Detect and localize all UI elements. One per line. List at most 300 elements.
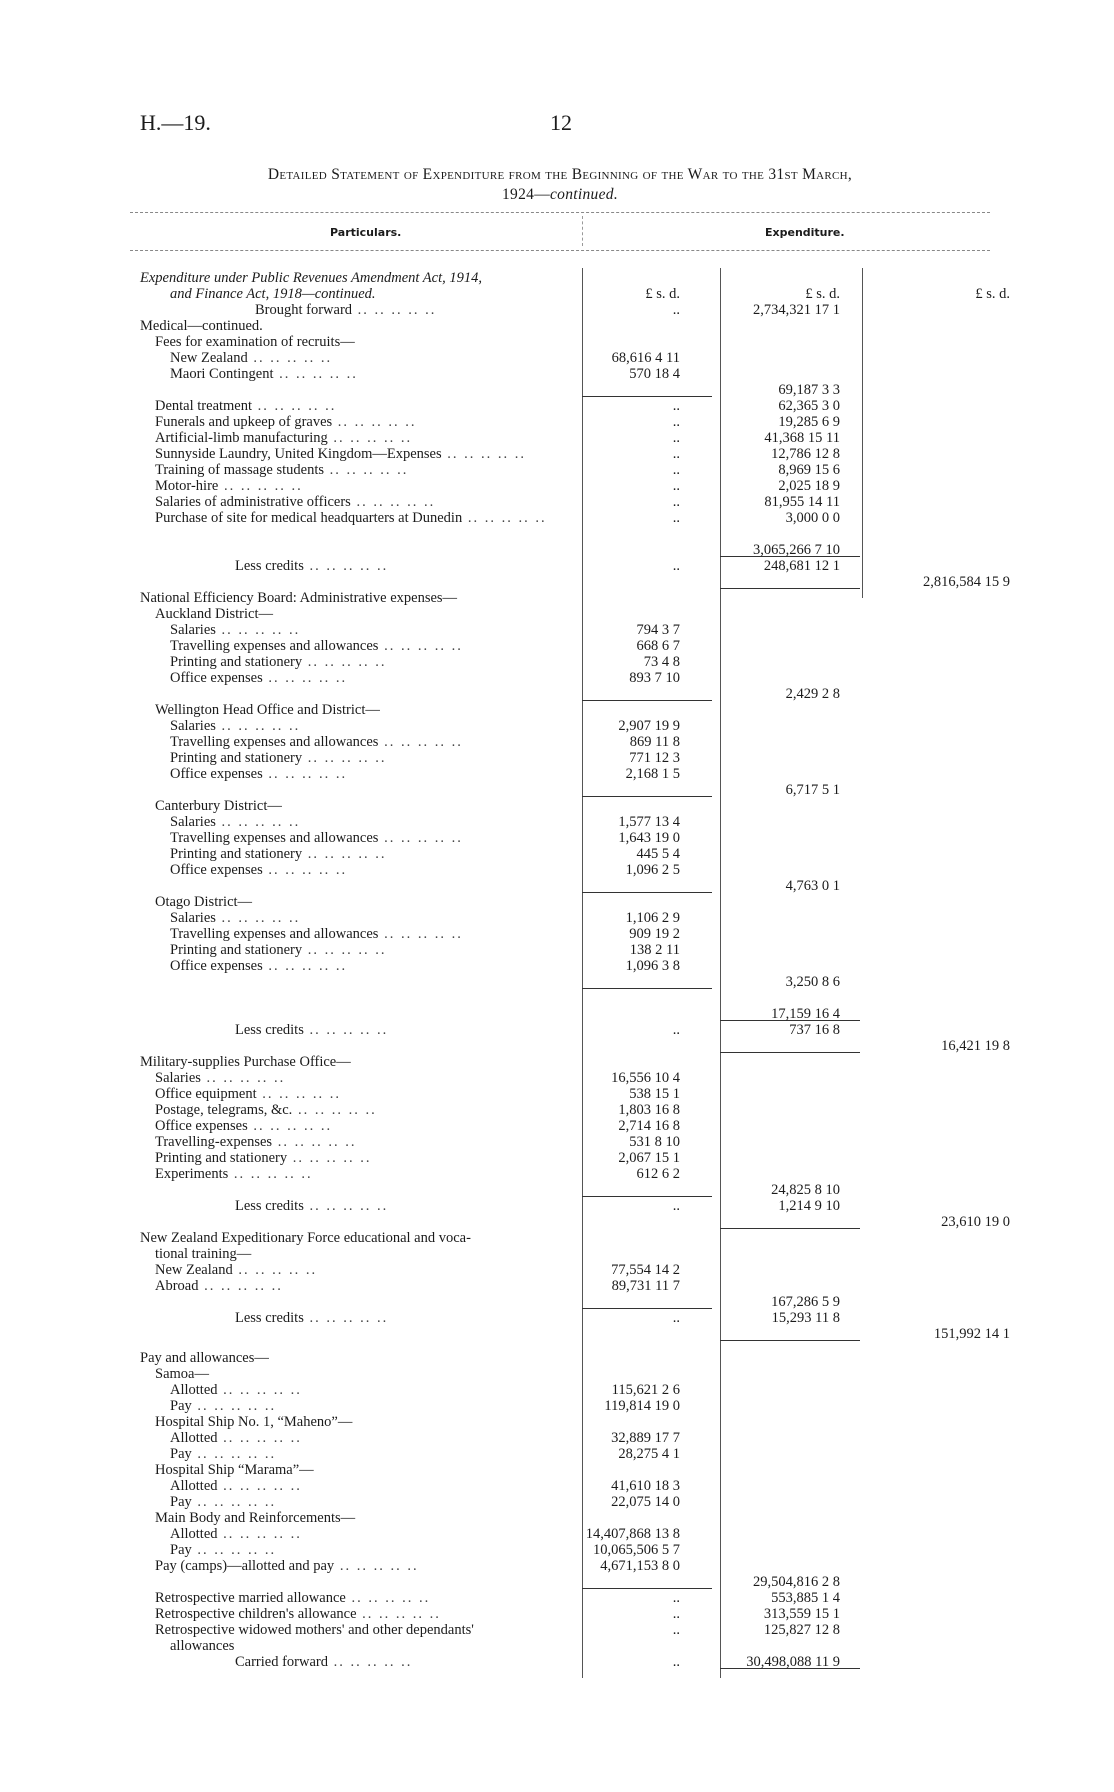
amount-c2: 125,827 12 8 bbox=[763, 1622, 840, 1638]
row-particular-text: Samoa— bbox=[155, 1366, 209, 1382]
amount-c1: 22,075 14 0 bbox=[611, 1494, 680, 1510]
row-particular-text: Allotted bbox=[170, 1430, 218, 1446]
row-particular-text: Salaries bbox=[170, 622, 216, 638]
leader-dots: .. .. .. .. .. bbox=[378, 926, 463, 942]
row-particular-text: Salaries of administrative officers bbox=[155, 494, 351, 510]
amount-c1: .. bbox=[672, 1310, 680, 1326]
amount-c1: 893 7 10 bbox=[629, 670, 680, 686]
row-particular bbox=[170, 1382, 580, 1398]
leader-dots: .. .. .. .. .. bbox=[303, 1022, 389, 1038]
row-particular bbox=[155, 510, 580, 526]
amount-c1: .. bbox=[672, 1590, 680, 1606]
row-particular-text: Brought forward bbox=[255, 302, 353, 318]
row-particular bbox=[155, 1086, 580, 1102]
leader-dots: .. .. .. .. .. bbox=[215, 718, 301, 734]
leader-dots: .. .. .. .. .. bbox=[191, 1446, 277, 1462]
amount-c3: 151,992 14 1 bbox=[933, 1326, 1010, 1342]
leader-dots: .. .. .. .. .. bbox=[262, 958, 348, 974]
amount-c1: 1,106 2 9 bbox=[625, 910, 680, 926]
leader-dots: .. .. .. .. .. bbox=[302, 942, 387, 958]
amount-c2: 248,681 12 1 bbox=[763, 558, 840, 574]
subtotal-rule bbox=[582, 988, 712, 989]
row-particular-text: Experiments bbox=[155, 1166, 229, 1182]
subtotal-rule bbox=[582, 1196, 712, 1197]
leader-dots: .. .. .. .. .. bbox=[215, 622, 301, 638]
row-particular-text: Otago District— bbox=[155, 894, 253, 910]
leader-dots: .. .. .. .. .. bbox=[352, 302, 437, 318]
row-particular-text: Sunnyside Laundry, United Kingdom—Expenses bbox=[155, 446, 442, 462]
amount-c1: 668 6 7 bbox=[636, 638, 680, 654]
row-particular bbox=[155, 894, 252, 910]
row-particular-text: Allotted bbox=[170, 1526, 218, 1542]
amount-c1: 2,907 19 9 bbox=[618, 718, 680, 734]
row-particular bbox=[155, 398, 580, 414]
row-particular-text: Medical—continued. bbox=[140, 318, 263, 334]
amount-c1: 4,671,153 8 0 bbox=[600, 1558, 680, 1574]
leader-dots: .. .. .. .. .. bbox=[217, 1430, 302, 1446]
row-particular bbox=[170, 862, 580, 878]
row-particular bbox=[155, 494, 580, 510]
amount-c1: 28,275 4 1 bbox=[618, 1446, 680, 1462]
row-particular-text: Canterbury District— bbox=[155, 798, 282, 814]
amount-c2: 41,368 15 11 bbox=[764, 430, 840, 446]
row-particular-text: Wellington Head Office and District— bbox=[155, 702, 380, 718]
leader-dots: .. .. .. .. .. bbox=[262, 862, 348, 878]
row-particular bbox=[170, 814, 580, 830]
row-particular-text: Pay and allowances— bbox=[140, 1350, 269, 1366]
amount-c2: 62,365 3 0 bbox=[778, 398, 840, 414]
leader-dots: .. .. .. .. .. bbox=[228, 1166, 313, 1182]
row-particular bbox=[170, 286, 376, 302]
row-particular bbox=[170, 622, 580, 638]
amount-c1: 1,096 2 5 bbox=[625, 862, 680, 878]
row-particular bbox=[170, 846, 580, 862]
amount-c1: 115,621 2 6 bbox=[611, 1382, 680, 1398]
row-particular-text: Training of massage students bbox=[155, 462, 325, 478]
row-particular-text: New Zealand bbox=[170, 350, 248, 366]
row-particular bbox=[170, 910, 580, 926]
row-particular-text: Less credits bbox=[235, 1310, 304, 1326]
amount-c2: 3,065,266 7 10 bbox=[753, 542, 840, 558]
amount-c2: 19,285 6 9 bbox=[778, 414, 840, 430]
title-continued: continued. bbox=[550, 186, 618, 203]
amount-c1: 1,643 19 0 bbox=[618, 830, 680, 846]
amount-c1: .. bbox=[672, 398, 680, 414]
leader-dots: .. .. .. .. .. bbox=[252, 398, 337, 414]
subtotal-rule bbox=[720, 588, 860, 589]
row-particular-text: Office expenses bbox=[155, 1118, 248, 1134]
leader-dots: .. .. .. .. .. bbox=[332, 414, 417, 430]
amount-c1: 570 18 4 bbox=[629, 366, 680, 382]
row-particular bbox=[235, 1022, 580, 1038]
leader-dots: .. .. .. .. .. bbox=[247, 350, 333, 366]
row-particular-text: Postage, telegrams, &c. bbox=[155, 1102, 293, 1118]
amount-c1: .. bbox=[672, 302, 680, 318]
amount-c1: 1,803 16 8 bbox=[618, 1102, 680, 1118]
amount-c1: 16,556 10 4 bbox=[611, 1070, 680, 1086]
row-particular-text: Maori Contingent bbox=[170, 366, 274, 382]
column-header-expenditure: Expenditure. bbox=[765, 226, 845, 239]
row-particular-text: Travelling expenses and allowances bbox=[170, 638, 379, 654]
amount-c1: 1,577 13 4 bbox=[618, 814, 680, 830]
amount-c2: 81,955 14 11 bbox=[764, 494, 840, 510]
row-particular-text: Salaries bbox=[170, 718, 216, 734]
row-particular-text: Funerals and upkeep of graves bbox=[155, 414, 333, 430]
row-particular bbox=[170, 830, 580, 846]
row-particular-text: Office expenses bbox=[170, 958, 263, 974]
amount-c1: 73 4 8 bbox=[643, 654, 680, 670]
leader-dots: .. .. .. .. .. bbox=[215, 910, 301, 926]
row-particular-text: Retrospective children's allowance bbox=[155, 1606, 357, 1622]
row-particular-text: New Zealand Expeditionary Force educational and voca- bbox=[140, 1230, 471, 1246]
leader-dots: .. .. .. .. .. bbox=[262, 766, 348, 782]
row-particular-text: Travelling expenses and allowances bbox=[170, 734, 379, 750]
leader-dots: .. .. .. .. .. bbox=[302, 846, 387, 862]
row-particular bbox=[155, 1510, 355, 1526]
row-particular bbox=[155, 1558, 580, 1574]
row-particular bbox=[155, 1622, 474, 1638]
row-particular-text: Hospital Ship “Marama”— bbox=[155, 1462, 314, 1478]
leader-dots: .. .. .. .. .. bbox=[217, 1478, 302, 1494]
row-particular bbox=[235, 1654, 580, 1670]
row-particular bbox=[155, 462, 580, 478]
title-year: 1924— bbox=[502, 186, 550, 203]
row-particular-text: Printing and stationery bbox=[170, 942, 303, 958]
row-particular-text: New Zealand bbox=[155, 1262, 233, 1278]
row-particular bbox=[155, 798, 282, 814]
amount-c1: 138 2 11 bbox=[629, 942, 680, 958]
amount-c1: 32,889 17 7 bbox=[611, 1430, 680, 1446]
amount-c1: .. bbox=[672, 478, 680, 494]
row-particular-text: Less credits bbox=[235, 1198, 304, 1214]
amount-c2: 2,734,321 17 1 bbox=[753, 302, 840, 318]
amount-c1: 794 3 7 bbox=[636, 622, 680, 638]
row-particular-text: Salaries bbox=[170, 814, 216, 830]
row-particular bbox=[155, 1414, 352, 1430]
row-particular bbox=[155, 1070, 580, 1086]
row-particular bbox=[170, 1494, 580, 1510]
leader-dots: .. .. .. .. .. bbox=[232, 1262, 318, 1278]
amount-c2: 2,025 18 9 bbox=[778, 478, 840, 494]
amount-c1: 14,407,868 13 8 bbox=[585, 1526, 680, 1542]
row-particular-text: Pay bbox=[170, 1446, 192, 1462]
row-particular bbox=[140, 1230, 471, 1246]
amount-c2: 30,498,088 11 9 bbox=[746, 1654, 840, 1670]
row-particular bbox=[155, 1118, 580, 1134]
leader-dots: .. .. .. .. .. bbox=[198, 1278, 283, 1294]
row-particular-text: Printing and stationery bbox=[155, 1150, 288, 1166]
row-particular bbox=[155, 1262, 580, 1278]
column-header-particulars: Particulars. bbox=[330, 226, 402, 239]
amount-c1: .. bbox=[672, 510, 680, 526]
amount-c2: 8,969 15 6 bbox=[778, 462, 840, 478]
row-particular-text: Dental treatment bbox=[155, 398, 253, 414]
row-particular bbox=[155, 478, 580, 494]
row-particular-text: Less credits bbox=[235, 558, 304, 574]
row-particular bbox=[170, 958, 580, 974]
row-particular-text: Printing and stationery bbox=[170, 846, 303, 862]
row-particular bbox=[170, 1542, 580, 1558]
amount-c2: 4,763 0 1 bbox=[785, 878, 840, 894]
row-particular bbox=[155, 1102, 580, 1118]
row-particular bbox=[170, 1526, 580, 1542]
amount-c1: .. bbox=[672, 430, 680, 446]
row-particular bbox=[140, 318, 263, 334]
leader-dots: .. .. .. .. .. bbox=[350, 494, 436, 510]
leader-dots: .. .. .. .. .. bbox=[272, 1134, 357, 1150]
row-particular bbox=[235, 558, 580, 574]
row-particular bbox=[140, 590, 457, 606]
amount-c3: 23,610 19 0 bbox=[941, 1214, 1010, 1230]
amount-c1: 771 12 3 bbox=[629, 750, 680, 766]
expenditure-ledger bbox=[140, 0, 1040, 1792]
row-particular bbox=[155, 334, 355, 350]
currency-heading-col2: £ s. d. bbox=[805, 286, 840, 302]
currency-heading-col3: £ s. d. bbox=[975, 286, 1010, 302]
amount-c1: 77,554 14 2 bbox=[611, 1262, 680, 1278]
amount-c1: .. bbox=[672, 558, 680, 574]
row-particular bbox=[155, 1150, 580, 1166]
row-particular bbox=[170, 1638, 234, 1654]
amount-c1: 10,065,506 5 7 bbox=[593, 1542, 680, 1558]
amount-c2: 29,504,816 2 8 bbox=[753, 1574, 840, 1590]
leader-dots: .. .. .. .. .. bbox=[378, 638, 463, 654]
leader-dots: .. .. .. .. .. bbox=[303, 1198, 389, 1214]
leader-dots: .. .. .. .. .. bbox=[256, 1086, 341, 1102]
amount-c1: .. bbox=[672, 1606, 680, 1622]
amount-c3: 16,421 19 8 bbox=[941, 1038, 1010, 1054]
row-particular bbox=[155, 1366, 209, 1382]
row-particular bbox=[170, 926, 580, 942]
amount-c1: .. bbox=[672, 414, 680, 430]
row-particular-text: Pay (camps)—allotted and pay bbox=[155, 1558, 335, 1574]
row-particular bbox=[155, 702, 380, 718]
row-particular-text: Abroad bbox=[155, 1278, 199, 1294]
amount-c1: 1,096 3 8 bbox=[625, 958, 680, 974]
row-particular bbox=[170, 670, 580, 686]
amount-c2: 2,429 2 8 bbox=[785, 686, 840, 702]
subtotal-rule bbox=[720, 1052, 860, 1053]
row-particular-text: Pay bbox=[170, 1542, 192, 1558]
leader-dots: .. .. .. .. .. bbox=[328, 1654, 413, 1670]
amount-c1: .. bbox=[672, 1622, 680, 1638]
amount-c1: 2,067 15 1 bbox=[618, 1150, 680, 1166]
row-particular-text: Military-supplies Purchase Office— bbox=[140, 1054, 351, 1070]
amount-c2: 167,286 5 9 bbox=[771, 1294, 840, 1310]
amount-c1: .. bbox=[672, 1654, 680, 1670]
row-particular bbox=[235, 1310, 580, 1326]
row-particular bbox=[155, 1166, 580, 1182]
leader-dots: .. .. .. .. .. bbox=[327, 430, 413, 446]
leader-dots: .. .. .. .. .. bbox=[378, 734, 463, 750]
amount-c1: 119,814 19 0 bbox=[604, 1398, 680, 1414]
leader-dots: .. .. .. .. .. bbox=[302, 750, 387, 766]
row-particular-text: Allotted bbox=[170, 1478, 218, 1494]
row-particular bbox=[140, 1054, 351, 1070]
leader-dots: .. .. .. .. .. bbox=[356, 1606, 441, 1622]
row-particular-text: Travelling expenses and allowances bbox=[170, 926, 379, 942]
amount-c2: 313,559 15 1 bbox=[763, 1606, 840, 1622]
row-particular bbox=[155, 430, 580, 446]
row-particular bbox=[155, 414, 580, 430]
row-particular-text: Main Body and Reinforcements— bbox=[155, 1510, 356, 1526]
row-particular-text: Printing and stationery bbox=[170, 654, 303, 670]
row-particular bbox=[170, 350, 580, 366]
row-particular bbox=[155, 1462, 314, 1478]
row-particular bbox=[170, 654, 580, 670]
leader-dots: .. .. .. .. .. bbox=[191, 1542, 277, 1558]
row-particular-text: Office equipment bbox=[155, 1086, 257, 1102]
amount-c1: 445 5 4 bbox=[636, 846, 680, 862]
amount-c2: 3,000 0 0 bbox=[785, 510, 840, 526]
row-particular bbox=[170, 638, 580, 654]
subtotal-rule bbox=[720, 1340, 860, 1341]
amount-c1: 2,168 1 5 bbox=[625, 766, 680, 782]
amount-c1: 89,731 11 7 bbox=[611, 1278, 680, 1294]
row-particular-text: Office expenses bbox=[170, 862, 263, 878]
amount-c1: .. bbox=[672, 446, 680, 462]
subtotal-rule bbox=[582, 1588, 712, 1589]
row-particular-text: Salaries bbox=[155, 1070, 201, 1086]
leader-dots: .. .. .. .. .. bbox=[324, 462, 409, 478]
row-particular-text: Travelling-expenses bbox=[155, 1134, 273, 1150]
row-particular-text: Hospital Ship No. 1, “Maheno”— bbox=[155, 1414, 353, 1430]
leader-dots: .. .. .. .. .. bbox=[217, 1382, 302, 1398]
row-particular bbox=[170, 366, 580, 382]
currency-heading-col1: £ s. d. bbox=[645, 286, 680, 302]
row-particular bbox=[170, 1430, 580, 1446]
row-particular bbox=[170, 1398, 580, 1414]
row-particular-text: Expenditure under Public Revenues Amendment Act, 1914, bbox=[140, 270, 482, 286]
row-particular bbox=[170, 734, 580, 750]
leader-dots: .. .. .. .. .. bbox=[191, 1398, 277, 1414]
row-particular bbox=[140, 1350, 269, 1366]
leader-dots: .. .. .. .. .. bbox=[215, 814, 301, 830]
amount-c1: .. bbox=[672, 1198, 680, 1214]
page-title-line-1: Detailed Statement of Expenditure from the Beginning of the War to the 31st March, bbox=[267, 166, 853, 183]
row-particular bbox=[170, 750, 580, 766]
row-particular-text: Salaries bbox=[170, 910, 216, 926]
row-particular bbox=[170, 1478, 580, 1494]
leader-dots: .. .. .. .. .. bbox=[273, 366, 358, 382]
subtotal-rule bbox=[582, 892, 712, 893]
amount-c2: 15,293 11 8 bbox=[771, 1310, 840, 1326]
amount-c1: .. bbox=[672, 494, 680, 510]
row-particular-text: Motor-hire bbox=[155, 478, 219, 494]
amount-c2: 12,786 12 8 bbox=[771, 446, 840, 462]
amount-c2: 737 16 8 bbox=[789, 1022, 840, 1038]
row-particular-text: Less credits bbox=[235, 1022, 304, 1038]
leader-dots: .. .. .. .. .. bbox=[247, 1118, 333, 1134]
page-number: 12 bbox=[550, 110, 572, 135]
amount-c1: 909 19 2 bbox=[629, 926, 680, 942]
amount-c2: 6,717 5 1 bbox=[785, 782, 840, 798]
amount-c2: 17,159 16 4 bbox=[771, 1006, 840, 1022]
leader-dots: .. .. .. .. .. bbox=[462, 510, 547, 526]
amount-c2: 24,825 8 10 bbox=[771, 1182, 840, 1198]
row-particular-text: Pay bbox=[170, 1398, 192, 1414]
amount-c1: 41,610 18 3 bbox=[611, 1478, 680, 1494]
row-particular bbox=[155, 1246, 251, 1262]
amount-c1: 612 6 2 bbox=[636, 1166, 680, 1182]
row-particular-text: Retrospective married allowance bbox=[155, 1590, 346, 1606]
leader-dots: .. .. .. .. .. bbox=[262, 670, 348, 686]
leader-dots: .. .. .. .. .. bbox=[441, 446, 526, 462]
amount-c1: 869 11 8 bbox=[629, 734, 680, 750]
row-particular bbox=[155, 1134, 580, 1150]
leader-dots: .. .. .. .. .. bbox=[287, 1150, 372, 1166]
amount-c2: 553,885 1 4 bbox=[771, 1590, 840, 1606]
row-particular bbox=[255, 302, 580, 318]
row-particular bbox=[155, 606, 273, 622]
leader-dots: .. .. .. .. .. bbox=[302, 654, 387, 670]
row-particular bbox=[170, 718, 580, 734]
leader-dots: .. .. .. .. .. bbox=[218, 478, 303, 494]
subtotal-rule bbox=[582, 396, 712, 397]
subtotal-rule bbox=[582, 700, 712, 701]
row-particular-text: allowances bbox=[170, 1638, 235, 1654]
row-particular-text: Office expenses bbox=[170, 766, 263, 782]
row-particular bbox=[155, 1590, 580, 1606]
row-particular-text: Pay bbox=[170, 1494, 192, 1510]
row-particular-text: Artificial-limb manufacturing bbox=[155, 430, 328, 446]
leader-dots: .. .. .. .. .. bbox=[292, 1102, 377, 1118]
row-particular-text: Carried forward bbox=[235, 1654, 328, 1670]
amount-c2: 1,214 9 10 bbox=[778, 1198, 840, 1214]
leader-dots: .. .. .. .. .. bbox=[191, 1494, 277, 1510]
row-particular bbox=[170, 942, 580, 958]
subtotal-rule bbox=[582, 796, 712, 797]
amount-c1: .. bbox=[672, 462, 680, 478]
row-particular-text: National Efficiency Board: Administrative expenses— bbox=[140, 590, 458, 606]
leader-dots: .. .. .. .. .. bbox=[303, 1310, 389, 1326]
row-particular-text: Printing and stationery bbox=[170, 750, 303, 766]
amount-c1: .. bbox=[672, 1022, 680, 1038]
amount-c2: 69,187 3 3 bbox=[778, 382, 840, 398]
row-particular-text: and Finance Act, 1918—continued. bbox=[170, 286, 376, 302]
leader-dots: .. .. .. .. .. bbox=[200, 1070, 286, 1086]
row-particular-text: Office expenses bbox=[170, 670, 263, 686]
leader-dots: .. .. .. .. .. bbox=[334, 1558, 419, 1574]
leader-dots: .. .. .. .. .. bbox=[345, 1590, 431, 1606]
row-particular bbox=[155, 446, 580, 462]
amount-c1: 531 8 10 bbox=[629, 1134, 680, 1150]
row-particular-text: Auckland District— bbox=[155, 606, 273, 622]
row-particular bbox=[235, 1198, 580, 1214]
row-particular-text: Travelling expenses and allowances bbox=[170, 830, 379, 846]
row-particular bbox=[155, 1278, 580, 1294]
subtotal-rule bbox=[720, 1228, 860, 1229]
row-particular-text: tional training— bbox=[155, 1246, 252, 1262]
row-particular-text: Purchase of site for medical headquarters at Dunedin bbox=[155, 510, 463, 526]
row-particular-text: Retrospective widowed mothers' and other dependants' bbox=[155, 1622, 474, 1638]
amount-c1: 68,616 4 11 bbox=[611, 350, 680, 366]
row-particular-text: Allotted bbox=[170, 1382, 218, 1398]
amount-c1: 538 15 1 bbox=[629, 1086, 680, 1102]
subtotal-rule bbox=[582, 1308, 712, 1309]
leader-dots: .. .. .. .. .. bbox=[217, 1526, 302, 1542]
row-particular bbox=[170, 766, 580, 782]
amount-c2: 3,250 8 6 bbox=[785, 974, 840, 990]
amount-c1: 2,714 16 8 bbox=[618, 1118, 680, 1134]
amount-c3: 2,816,584 15 9 bbox=[923, 574, 1010, 590]
row-particular bbox=[140, 270, 482, 286]
page-reference: H.—19. bbox=[140, 110, 211, 135]
row-particular-text: Fees for examination of recruits— bbox=[155, 334, 355, 350]
leader-dots: .. .. .. .. .. bbox=[303, 558, 389, 574]
leader-dots: .. .. .. .. .. bbox=[378, 830, 463, 846]
row-particular bbox=[155, 1606, 580, 1622]
